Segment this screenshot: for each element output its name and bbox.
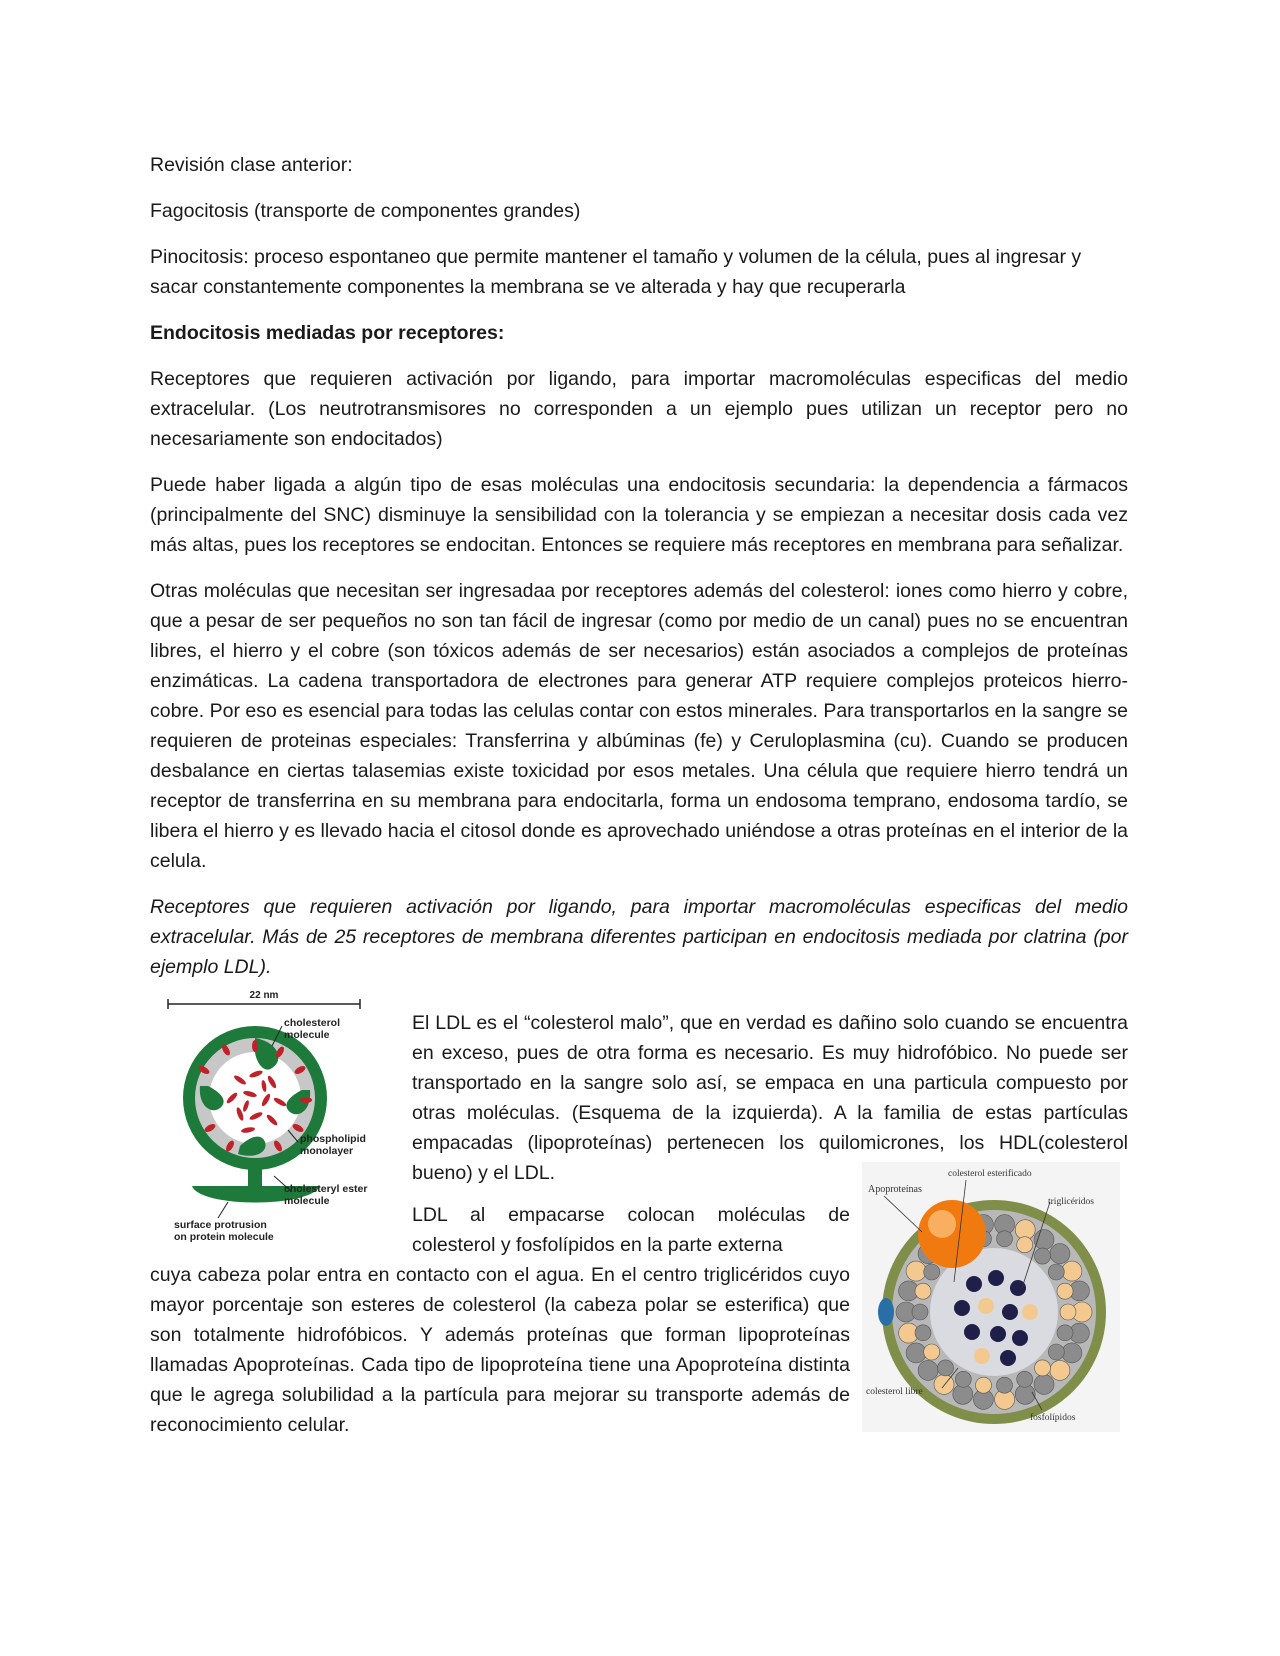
ldl-section [150,990,1128,1440]
bead [1062,1343,1082,1363]
bead [1062,1261,1082,1281]
core [209,1052,301,1144]
italic-receptors-paragraph: Receptores que requieren activación por ligando, para importar macromoléculas especificas del medio extracelular. Más de 25 receptores de membrana diferentes participan en endocitosis mediada por clatrina (por ejemplo LDL). [150,896,1128,978]
label-phospholipid-2: monolayer [300,1145,354,1157]
label-apoproteins: Apoproteínas [868,1184,922,1195]
bead [1035,1360,1051,1376]
ldl-paragraph-1: El LDL es el “colesterol malo”, que en verdad es dañino solo cuando se encuentra en exceso, pues de otra forma es necesario. Es muy hidrofóbico. No puede ser transportado en la sangre solo así, se empaca en una particula compuesto por otras moléculas. (Esquema de la izquierda). A la familia de estas partículas empacadas (lipoproteínas) pertenecen los quilomicrones, los HDL(colesterol bueno) y el LDL. [412,1012,1128,1184]
bead [918,1360,938,1380]
label-surface: surface protrusion [174,1219,267,1231]
label-cholesterol-2: molecule [284,1029,330,1041]
ldl-schematic-figure [160,990,400,1252]
label-free-cholesterol: colesterol libre [866,1387,923,1397]
ldl-paragraph-2-cont: cuya cabeza polar entra en contacto con el agua. En el centro triglicéridos cuyo mayor porcentaje son esteres de colesterol (la cabeza polar se esterifica) que son totalmente hidrofóbicos. Y además proteínas que forman lipoproteínas llamadas Apoproteínas. Cada tipo de lipoproteína tiene una Apoproteína distinta que le agrega solubilidad a la partícula para mejorar su transporte además de reconocimiento celular. [150,1264,850,1436]
bead [1050,1244,1070,1264]
label-surface-2: on protein molecule [174,1231,274,1243]
label-cholesterol: cholesterol [284,1017,341,1029]
bead [1017,1371,1033,1387]
bead [924,1344,940,1360]
bead [1034,1374,1054,1394]
label-ester: cholesteryl ester [284,1183,368,1195]
label-phospholipid: phospholipid [300,1133,366,1145]
secondary-endocytosis-paragraph: Puede haber ligada a algún tipo de esas moléculas una endocitosis secundaria: la dependencia a fármacos (principalmente del SNC) disminuye la sensibilidad con la tolerancia y se empiezan a necesitar dosis cada vez más altas, pues los receptores se endocitan. Entonces se requiere más receptores en membrana para señalizar. [150,474,1128,556]
bead [1048,1344,1064,1360]
bead [1057,1283,1073,1299]
bead [906,1261,926,1281]
bead [997,1377,1013,1393]
bead [906,1343,926,1363]
bead [1050,1360,1070,1380]
bead [915,1283,931,1299]
receptors-paragraph: Receptores que requieren activación por ligando, para importar macromoléculas especificas del medio extracelular. (Los neutrotransmisores no corresponden a un ejemplo pues utilizan un receptor pero no necesariamente son endocitados) [150,368,1128,450]
phagocytosis-line: Fagocitosis (transporte de componentes grandes) [150,200,581,222]
bead [1035,1248,1051,1264]
bead [924,1264,940,1280]
ldl-paragraph-2-start: LDL al empacarse colocan moléculas de colesterol y fosfolípidos en la parte externa [412,1204,850,1256]
endocytosis-heading: Endocitosis mediadas por receptores: [150,322,505,344]
pinocytosis-paragraph: Pinocitosis: proceso espontaneo que permite mantener el tamaño y volumen de la célula, pues al ingresar y sacar constantemente componentes la membrana se ve alterada y hay que recuperarla [150,246,1082,298]
bead [915,1325,931,1341]
bead [912,1304,928,1320]
lipoprotein-figure [862,1162,1120,1432]
label-ester-2: molecule [284,1195,330,1207]
bead [1057,1325,1073,1341]
bead [1034,1230,1054,1250]
scale-label: 22 nm [249,990,279,1001]
bead [955,1371,971,1387]
bead [997,1231,1013,1247]
label-triglycerides: triglicéridos [1048,1197,1094,1207]
bead [1060,1304,1076,1320]
apoprotein-sphere [918,1200,986,1268]
label-esterified-cholesterol: colesterol esterificado [948,1169,1032,1179]
iron-copper-paragraph: Otras moléculas que necesitan ser ingresadaa por receptores además del colesterol: iones como hierro y cobre, que a pesar de ser pequeños no son tan fácil de ingresar (como por medio de un canal) pues no se encuentran libres, el hierro y el cobre (son tóxicos además de ser necesarios) están asociados a complejos de proteínas enzimáticas. La cadena transportadora de electrones para generar ATP requiere complejos proteicos hierro-cobre. Por eso es esencial para todas las celulas contar con estos minerales. Para transportarlos en la sangre se requieren de proteinas especiales: Transferrina y albúminas (fe) y Ceruloplasmina (cu). Cuando se producen desbalance en ciertas talasemias existe toxicidad por esos metales. Una célula que requiere hierro tendrá un receptor de transferrina en su membrana para endocitarla, forma un endosoma temprano, endosoma tardío, se libera el hierro y es llevado hacia el citosol donde es aprovechado uniéndose a otras proteínas en el interior de la celula. [150,580,1128,872]
document-page [150,150,1128,1440]
review-heading: Revisión clase anterior: [150,154,353,176]
bead [976,1377,992,1393]
bead [938,1360,954,1376]
label-phospholipids: fosfolípidos [1030,1413,1076,1423]
bead [1017,1237,1033,1253]
bead [1048,1264,1064,1280]
bead [934,1374,954,1394]
